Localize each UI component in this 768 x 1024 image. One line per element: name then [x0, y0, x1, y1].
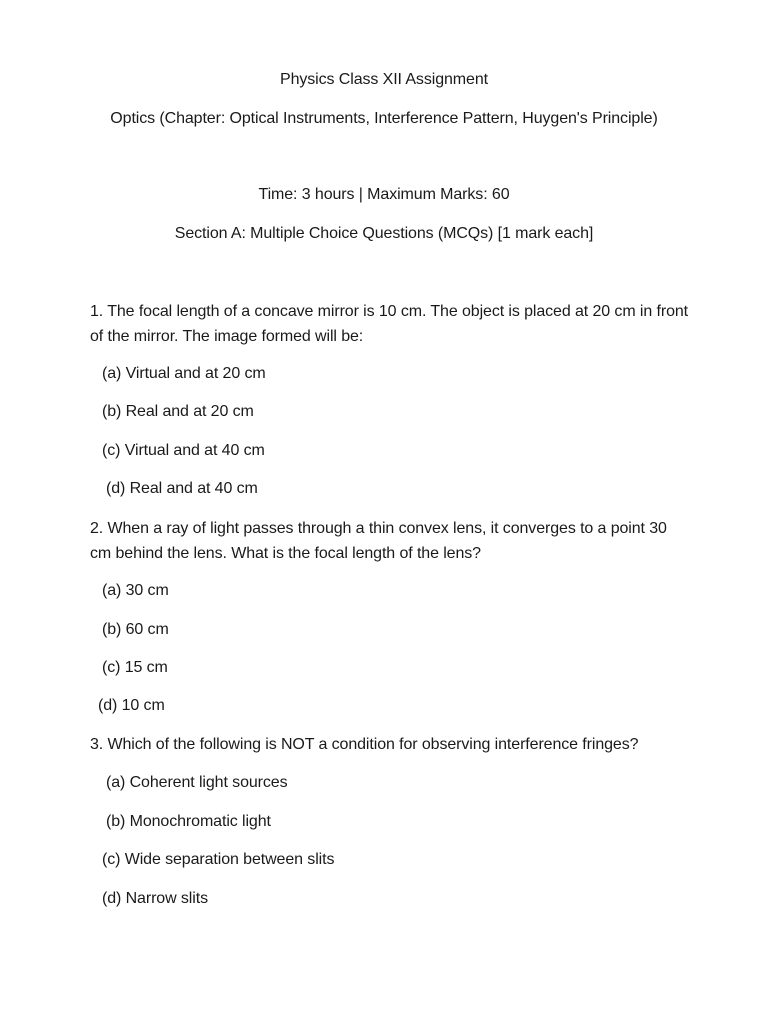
question-3-option-a: (a) Coherent light sources: [106, 774, 288, 791]
question-2-option-d: (d) 10 cm: [98, 697, 165, 714]
question-3-text: 3. Which of the following is NOT a condition for observing interference fringes?: [90, 736, 639, 753]
question-2-option-a: (a) 30 cm: [102, 582, 169, 599]
section-heading: Section A: Multiple Choice Questions (MCQs) [1 mark each]: [174, 225, 594, 242]
question-1-option-d: (d) Real and at 40 cm: [106, 480, 258, 497]
page-title: Physics Class XII Assignment: [280, 71, 488, 88]
question-1-text: 1. The focal length of a concave mirror is 10 cm. The object is placed at 20 cm in front of the mirror. The image formed will be:: [90, 303, 689, 345]
question-3-option-b: (b) Monochromatic light: [106, 813, 271, 830]
question-1-option-b: (b) Real and at 20 cm: [102, 403, 254, 420]
question-2-option-c: (c) 15 cm: [102, 659, 168, 676]
question-3-option-c: (c) Wide separation between slits: [102, 851, 335, 868]
exam-meta: Time: 3 hours | Maximum Marks: 60: [258, 186, 510, 203]
question-2-text: 2. When a ray of light passes through a thin convex lens, it converges to a point 30 cm behind the lens. What is the focal length of the lens?: [90, 520, 667, 562]
question-2-option-b: (b) 60 cm: [102, 621, 169, 638]
question-1-option-c: (c) Virtual and at 40 cm: [102, 442, 265, 459]
chapter-subtitle: Optics (Chapter: Optical Instruments, Interference Pattern, Huygen's Principle): [110, 110, 658, 127]
question-3-option-d: (d) Narrow slits: [102, 890, 208, 907]
question-1-option-a: (a) Virtual and at 20 cm: [102, 365, 266, 382]
